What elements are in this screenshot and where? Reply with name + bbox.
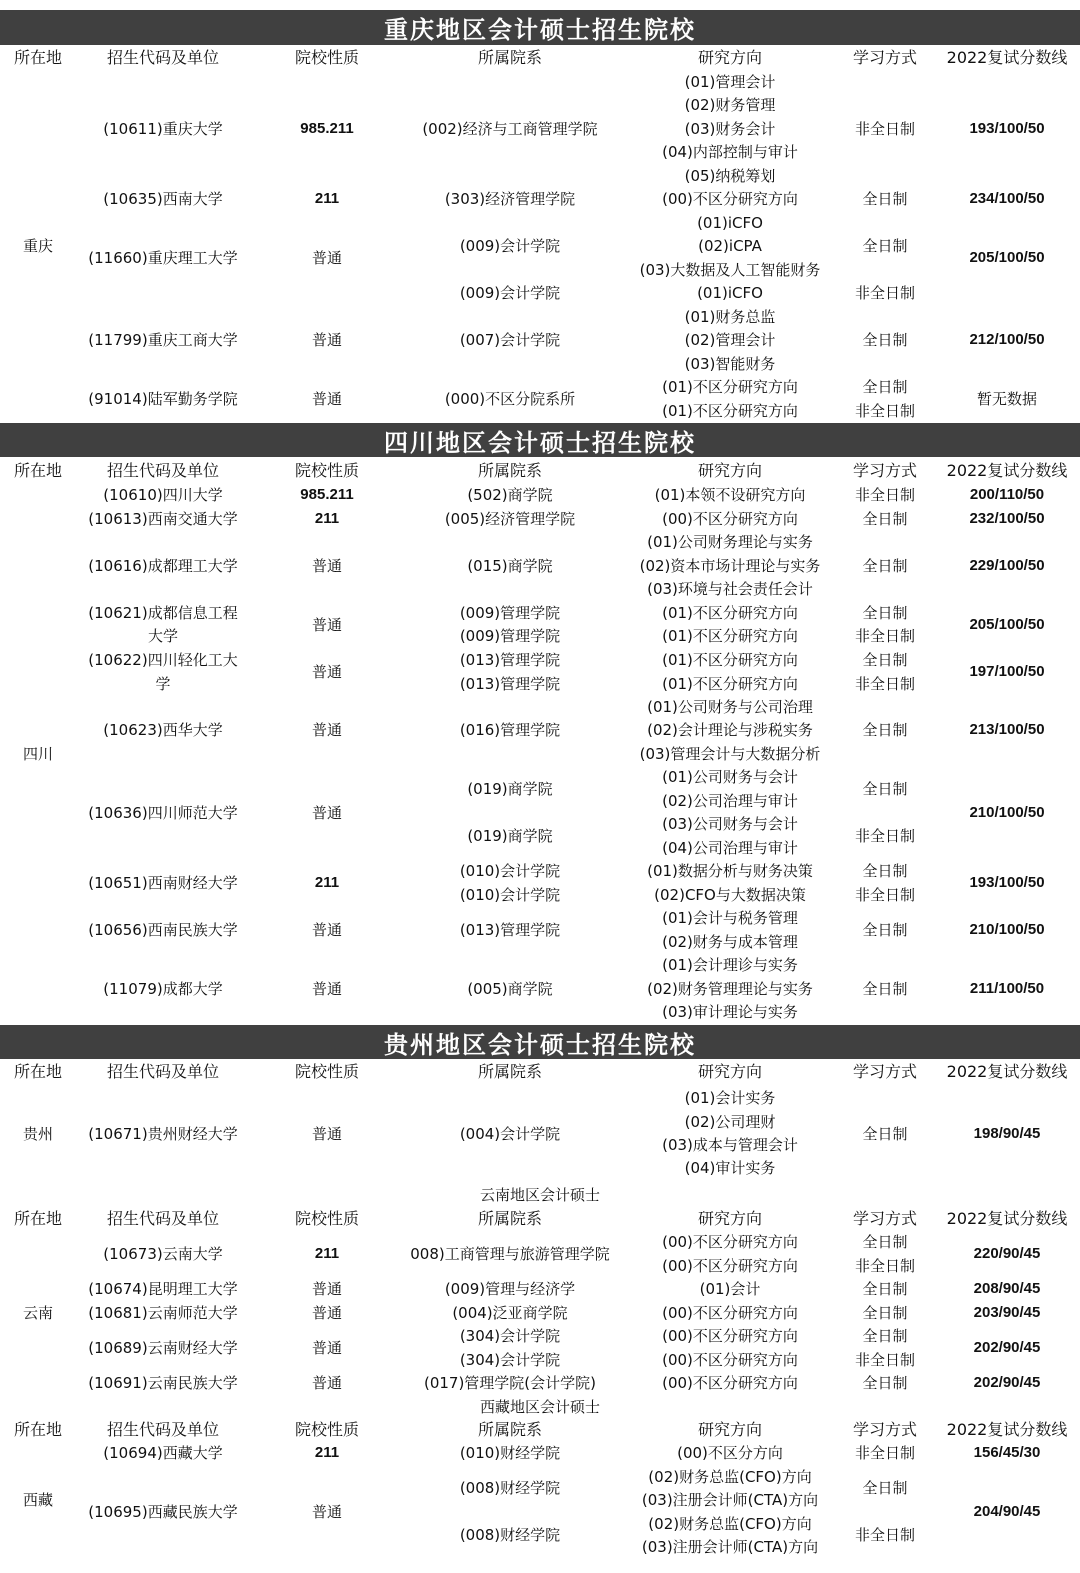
table-cell-score: 213/100/50: [969, 721, 1045, 738]
region-banner: 贵州地区会计硕士招生院校: [0, 1025, 1080, 1059]
table-cell-loc: 贵州: [22, 1125, 54, 1143]
table-cell-mode: 全日制: [862, 237, 908, 255]
table-cell-nature: 211: [314, 190, 340, 207]
table-cell-dept: (005)经济管理学院: [444, 510, 576, 528]
column-header-unit: 招生代码及单位: [106, 1209, 220, 1228]
table-cell-dept: 008)工商管理与旅游管理学院: [410, 1245, 610, 1263]
table-cell-dir: (03)注册会计师(CTA)方向: [641, 1491, 819, 1509]
table-cell-mode: 非全日制: [854, 675, 916, 693]
table-cell-dir: (00)不区分研究方向: [662, 1304, 798, 1322]
table-cell-score: 211/100/50: [969, 980, 1045, 997]
table-cell-dir: (01)不区分研究方向: [662, 651, 798, 669]
column-header-score: 2022复试分数线: [946, 1209, 1068, 1228]
table-cell-mode: 全日制: [862, 1280, 908, 1298]
table-cell-dir: (00)不区分研究方向: [662, 510, 798, 528]
table-cell-dir: (03)智能财务: [684, 355, 776, 373]
table-cell-mode: 非全日制: [854, 402, 916, 420]
table-cell-dir: (01)会计理诊与实务: [662, 956, 798, 974]
column-header-nature: 院校性质: [294, 1209, 360, 1228]
table-cell-dir: (02)财务管理: [684, 96, 776, 114]
table-cell-dir: (01)不区分研究方向: [662, 378, 798, 396]
table-cell-dir: (03)审计理论与实务: [662, 1003, 798, 1021]
table-cell-dir: (01)不区分研究方向: [662, 604, 798, 622]
table-cell-dir: (02)iCPA: [698, 237, 762, 255]
table-cell-nature: 普通: [311, 616, 343, 634]
table-cell-mode: 全日制: [862, 604, 908, 622]
column-header-loc: 所在地: [13, 461, 63, 480]
table-cell-dept: (009)管理与经济学: [444, 1280, 576, 1298]
table-cell-score: 202/90/45: [973, 1339, 1041, 1356]
table-cell-unit: (10635)西南大学: [103, 190, 223, 208]
table-cell-dept: (017)管理学院(会计学院): [423, 1374, 597, 1392]
table-cell-dir: (02)财务总监(CFO)方向: [648, 1468, 812, 1486]
column-header-dir: 研究方向: [697, 461, 763, 480]
table-cell-mode: 全日制: [862, 1479, 908, 1497]
table-cell-score: 200/110/50: [969, 486, 1045, 503]
table-cell-dir: (01)iCFO: [697, 284, 763, 302]
column-header-unit: 招生代码及单位: [106, 48, 220, 67]
table-cell-score: 198/90/45: [973, 1125, 1041, 1142]
table-cell-dir: (03)大数据及人工智能财务: [639, 261, 821, 279]
table-cell-dept: (004)泛亚商学院: [452, 1304, 568, 1322]
table-cell-dir: (01)iCFO: [697, 214, 763, 232]
column-header-dir: 研究方向: [697, 1209, 763, 1228]
table-cell-mode: 全日制: [862, 557, 908, 575]
table-cell-score: 203/90/45: [973, 1304, 1041, 1321]
table-cell-dept: (013)管理学院: [459, 921, 561, 939]
table-cell-nature: 普通: [311, 804, 343, 822]
table-cell-dir: (01)本领不设研究方向: [654, 486, 806, 504]
table-cell-mode: 非全日制: [854, 1526, 916, 1544]
column-header-unit: 招生代码及单位: [106, 461, 220, 480]
column-header-dept: 所属院系: [477, 1062, 543, 1081]
table-cell-dept: (016)管理学院: [459, 721, 561, 739]
region-caption: 云南地区会计硕士: [479, 1186, 601, 1204]
table-cell-dir: (01)会计实务: [684, 1089, 776, 1107]
table-cell-dir: (03)成本与管理会计: [662, 1136, 798, 1154]
table-cell-nature: 普通: [311, 1374, 343, 1392]
table-cell-dept: (019)商学院: [467, 827, 553, 845]
table-cell-dir: (01)不区分研究方向: [662, 402, 798, 420]
table-cell-dir: (01)公司财务理论与实务: [647, 533, 813, 551]
column-header-mode: 学习方式: [852, 461, 918, 480]
table-cell-score: 220/90/45: [973, 1245, 1041, 1262]
table-cell-unit: (10656)西南民族大学: [88, 921, 238, 939]
table-cell-nature: 普通: [311, 663, 343, 681]
table-cell-dir: (03)管理会计与大数据分析: [639, 745, 821, 763]
column-header-loc: 所在地: [13, 1209, 63, 1228]
table-cell-nature: 普通: [311, 980, 343, 998]
table-cell-dir: (04)审计实务: [684, 1159, 776, 1177]
table-cell-dir: (01)不区分研究方向: [662, 675, 798, 693]
table-cell-nature: 普通: [311, 331, 343, 349]
column-header-nature: 院校性质: [294, 1062, 360, 1081]
region-banner: 重庆地区会计硕士招生院校: [0, 10, 1080, 45]
table-cell-mode: 全日制: [862, 651, 908, 669]
table-cell-score: 204/90/45: [973, 1503, 1041, 1520]
table-cell-mode: 全日制: [862, 190, 908, 208]
table-cell-score: 202/90/45: [973, 1374, 1041, 1391]
table-cell-score: 193/100/50: [969, 120, 1045, 137]
table-cell-loc: 西藏: [22, 1491, 54, 1509]
table-cell-dir: (01)不区分研究方向: [662, 627, 798, 645]
table-cell-unit: (10616)成都理工大学: [88, 557, 238, 575]
table-cell-mode: 非全日制: [854, 627, 916, 645]
table-cell-mode: 非全日制: [854, 120, 916, 138]
column-header-loc: 所在地: [13, 1420, 63, 1439]
table-cell-dept: (010)会计学院: [459, 886, 561, 904]
table-cell-dept: (009)会计学院: [459, 237, 561, 255]
table-cell-mode: 全日制: [862, 921, 908, 939]
table-cell-dir: (00)不区分研究方向: [662, 1351, 798, 1369]
table-cell-mode: 全日制: [862, 510, 908, 528]
table-cell-dept: (009)管理学院: [459, 604, 561, 622]
table-cell-dept: (008)财经学院: [459, 1479, 561, 1497]
table-cell-dept: (004)会计学院: [459, 1125, 561, 1143]
column-header-mode: 学习方式: [852, 1062, 918, 1081]
table-cell-nature: 985.211: [300, 486, 354, 503]
table-cell-score: 205/100/50: [969, 616, 1045, 633]
table-cell-mode: 非全日制: [854, 1257, 916, 1275]
table-cell-nature: 普通: [311, 1304, 343, 1322]
column-header-dept: 所属院系: [477, 461, 543, 480]
table-cell-dir: (01)会计与税务管理: [662, 909, 798, 927]
column-header-dept: 所属院系: [477, 1209, 543, 1228]
table-cell-dept: (013)管理学院: [459, 651, 561, 669]
table-cell-unit: (10671)贵州财经大学: [88, 1125, 238, 1143]
column-header-dir: 研究方向: [697, 1420, 763, 1439]
table-cell-unit: (11660)重庆理工大学: [88, 249, 238, 267]
table-cell-dir: (02)公司理财: [684, 1113, 776, 1131]
column-header-loc: 所在地: [13, 1062, 63, 1081]
table-cell-dept: (304)会计学院: [459, 1327, 561, 1345]
table-cell-dir: (01)财务总监: [684, 308, 776, 326]
table-cell-unit: (10674)昆明理工大学: [88, 1280, 238, 1298]
table-cell-dept: (007)会计学院: [459, 331, 561, 349]
table-cell-mode: 全日制: [862, 1327, 908, 1345]
table-cell-mode: 非全日制: [854, 886, 916, 904]
table-cell-mode: 非全日制: [854, 1351, 916, 1369]
table-cell-dir: (02)会计理论与涉税实务: [647, 721, 813, 739]
column-header-dept: 所属院系: [477, 1420, 543, 1439]
table-cell-mode: 全日制: [862, 1125, 908, 1143]
table-cell-unit: (10621)成都信息工程: [88, 604, 238, 622]
table-cell-dir: (03)环境与社会责任会计: [647, 580, 813, 598]
region-banner: 四川地区会计硕士招生院校: [0, 423, 1080, 457]
table-cell-score: 197/100/50: [969, 663, 1045, 680]
region-caption: 西藏地区会计硕士: [479, 1398, 601, 1416]
column-header-unit: 招生代码及单位: [106, 1062, 220, 1081]
table-cell-dir: (02)管理会计: [684, 331, 776, 349]
table-cell-mode: 非全日制: [854, 486, 916, 504]
table-cell-dir: (02)公司治理与审计: [662, 792, 798, 810]
table-cell-unit: 学: [155, 675, 171, 693]
table-cell-dept: (019)商学院: [467, 780, 553, 798]
table-cell-unit: (10613)西南交通大学: [88, 510, 238, 528]
table-cell-mode: 全日制: [862, 378, 908, 396]
table-cell-dept: (304)会计学院: [459, 1351, 561, 1369]
table-cell-nature: 普通: [311, 1503, 343, 1521]
column-header-mode: 学习方式: [852, 1209, 918, 1228]
table-cell-score: 193/100/50: [969, 874, 1045, 891]
table-cell-score: 156/45/30: [973, 1444, 1041, 1461]
table-cell-unit: (10689)云南财经大学: [88, 1339, 238, 1357]
column-header-mode: 学习方式: [852, 48, 918, 67]
table-cell-dir: (00)不区分研究方向: [662, 1374, 798, 1392]
table-cell-dept: (303)经济管理学院: [444, 190, 576, 208]
column-header-score: 2022复试分数线: [946, 48, 1068, 67]
table-cell-dir: (02)CFO与大数据决策: [654, 886, 806, 904]
table-cell-score: 234/100/50: [969, 190, 1045, 207]
table-cell-dept: (008)财经学院: [459, 1526, 561, 1544]
table-cell-dir: (00)不区分研究方向: [662, 1327, 798, 1345]
table-cell-score: 210/100/50: [969, 804, 1045, 821]
table-cell-score: 暂无数据: [976, 390, 1038, 408]
table-cell-nature: 普通: [311, 1280, 343, 1298]
column-header-nature: 院校性质: [294, 48, 360, 67]
table-cell-mode: 非全日制: [854, 284, 916, 302]
column-header-mode: 学习方式: [852, 1420, 918, 1439]
column-header-loc: 所在地: [13, 48, 63, 67]
table-cell-unit: (10681)云南师范大学: [88, 1304, 238, 1322]
table-cell-mode: 全日制: [862, 1374, 908, 1392]
table-cell-nature: 普通: [311, 921, 343, 939]
table-cell-dir: (02)财务总监(CFO)方向: [648, 1515, 812, 1533]
table-cell-dept: (005)商学院: [467, 980, 553, 998]
table-cell-mode: 全日制: [862, 721, 908, 739]
table-cell-unit: (10673)云南大学: [103, 1245, 223, 1263]
table-cell-score: 212/100/50: [969, 331, 1045, 348]
table-cell-dir: (01)公司财务与公司治理: [647, 698, 813, 716]
table-cell-nature: 211: [314, 1444, 340, 1461]
table-cell-nature: 普通: [311, 1125, 343, 1143]
table-cell-unit: (11799)重庆工商大学: [88, 331, 238, 349]
column-header-dir: 研究方向: [697, 1062, 763, 1081]
table-cell-unit: (10695)西藏民族大学: [88, 1503, 238, 1521]
table-cell-unit: (10694)西藏大学: [103, 1444, 223, 1462]
table-cell-unit: (10651)西南财经大学: [88, 874, 238, 892]
table-cell-nature: 211: [314, 1245, 340, 1262]
table-cell-dir: (03)公司财务与会计: [662, 815, 798, 833]
table-cell-dir: (01)管理会计: [684, 73, 776, 91]
table-cell-dept: (010)会计学院: [459, 862, 561, 880]
table-cell-unit: 大学: [147, 627, 179, 645]
table-cell-loc: 云南: [22, 1304, 54, 1322]
table-cell-dir: (00)不区分研究方向: [662, 1233, 798, 1251]
table-cell-dir: (01)公司财务与会计: [662, 768, 798, 786]
table-cell-score: 232/100/50: [969, 510, 1045, 527]
table-cell-dir: (03)注册会计师(CTA)方向: [641, 1538, 819, 1556]
table-cell-dir: (01)会计: [699, 1280, 761, 1298]
table-cell-dept: (010)财经学院: [459, 1444, 561, 1462]
table-cell-mode: 全日制: [862, 331, 908, 349]
table-cell-mode: 非全日制: [854, 827, 916, 845]
table-cell-unit: (91014)陆军勤务学院: [88, 390, 238, 408]
table-cell-dir: (00)不区分方向: [677, 1444, 783, 1462]
table-cell-loc: 四川: [22, 745, 54, 763]
column-header-dept: 所属院系: [477, 48, 543, 67]
table-cell-unit: (10623)西华大学: [103, 721, 223, 739]
table-cell-mode: 全日制: [862, 780, 908, 798]
table-cell-nature: 985.211: [300, 120, 354, 137]
table-cell-unit: (10611)重庆大学: [103, 120, 223, 138]
table-cell-dir: (01)数据分析与财务决策: [647, 862, 813, 880]
column-header-nature: 院校性质: [294, 1420, 360, 1439]
table-cell-unit: (10610)四川大学: [103, 486, 223, 504]
table-cell-nature: 普通: [311, 1339, 343, 1357]
table-cell-nature: 普通: [311, 557, 343, 575]
column-header-score: 2022复试分数线: [946, 1420, 1068, 1439]
table-cell-loc: 重庆: [22, 237, 54, 255]
table-cell-unit: (11079)成都大学: [103, 980, 223, 998]
table-cell-unit: (10636)四川师范大学: [88, 804, 238, 822]
column-header-score: 2022复试分数线: [946, 1062, 1068, 1081]
table-cell-score: 208/90/45: [973, 1280, 1041, 1297]
table-cell-score: 210/100/50: [969, 921, 1045, 938]
table-cell-dept: (015)商学院: [467, 557, 553, 575]
column-header-nature: 院校性质: [294, 461, 360, 480]
table-cell-dir: (02)资本市场计理论与实务: [639, 557, 821, 575]
table-cell-dir: (03)财务会计: [684, 120, 776, 138]
table-cell-mode: 全日制: [862, 862, 908, 880]
table-cell-nature: 普通: [311, 249, 343, 267]
table-cell-dept: (009)会计学院: [459, 284, 561, 302]
table-cell-nature: 211: [314, 874, 340, 891]
table-cell-dept: (000)不区分院系所: [444, 390, 576, 408]
table-cell-dept: (502)商学院: [467, 486, 553, 504]
table-cell-dir: (04)公司治理与审计: [662, 839, 798, 857]
table-cell-nature: 普通: [311, 721, 343, 739]
table-cell-dept: (009)管理学院: [459, 627, 561, 645]
table-cell-dir: (04)内部控制与审计: [662, 143, 798, 161]
table-cell-dir: (02)财务与成本管理: [662, 933, 798, 951]
table-cell-score: 205/100/50: [969, 249, 1045, 266]
table-cell-dir: (05)纳税筹划: [684, 167, 776, 185]
table-cell-nature: 普通: [311, 390, 343, 408]
table-cell-dir: (00)不区分研究方向: [662, 1257, 798, 1275]
table-cell-dept: (002)经济与工商管理学院: [422, 120, 598, 138]
column-header-unit: 招生代码及单位: [106, 1420, 220, 1439]
table-cell-mode: 非全日制: [854, 1444, 916, 1462]
table-cell-unit: (10622)四川轻化工大: [88, 651, 238, 669]
table-cell-mode: 全日制: [862, 1233, 908, 1251]
table-cell-dept: (013)管理学院: [459, 675, 561, 693]
table-cell-mode: 全日制: [862, 1304, 908, 1322]
table-cell-score: 229/100/50: [969, 557, 1045, 574]
table-cell-nature: 211: [314, 510, 340, 527]
column-header-dir: 研究方向: [697, 48, 763, 67]
table-cell-unit: (10691)云南民族大学: [88, 1374, 238, 1392]
table-cell-dir: (02)财务管理理论与实务: [647, 980, 813, 998]
table-cell-dir: (00)不区分研究方向: [662, 190, 798, 208]
column-header-score: 2022复试分数线: [946, 461, 1068, 480]
table-cell-mode: 全日制: [862, 980, 908, 998]
